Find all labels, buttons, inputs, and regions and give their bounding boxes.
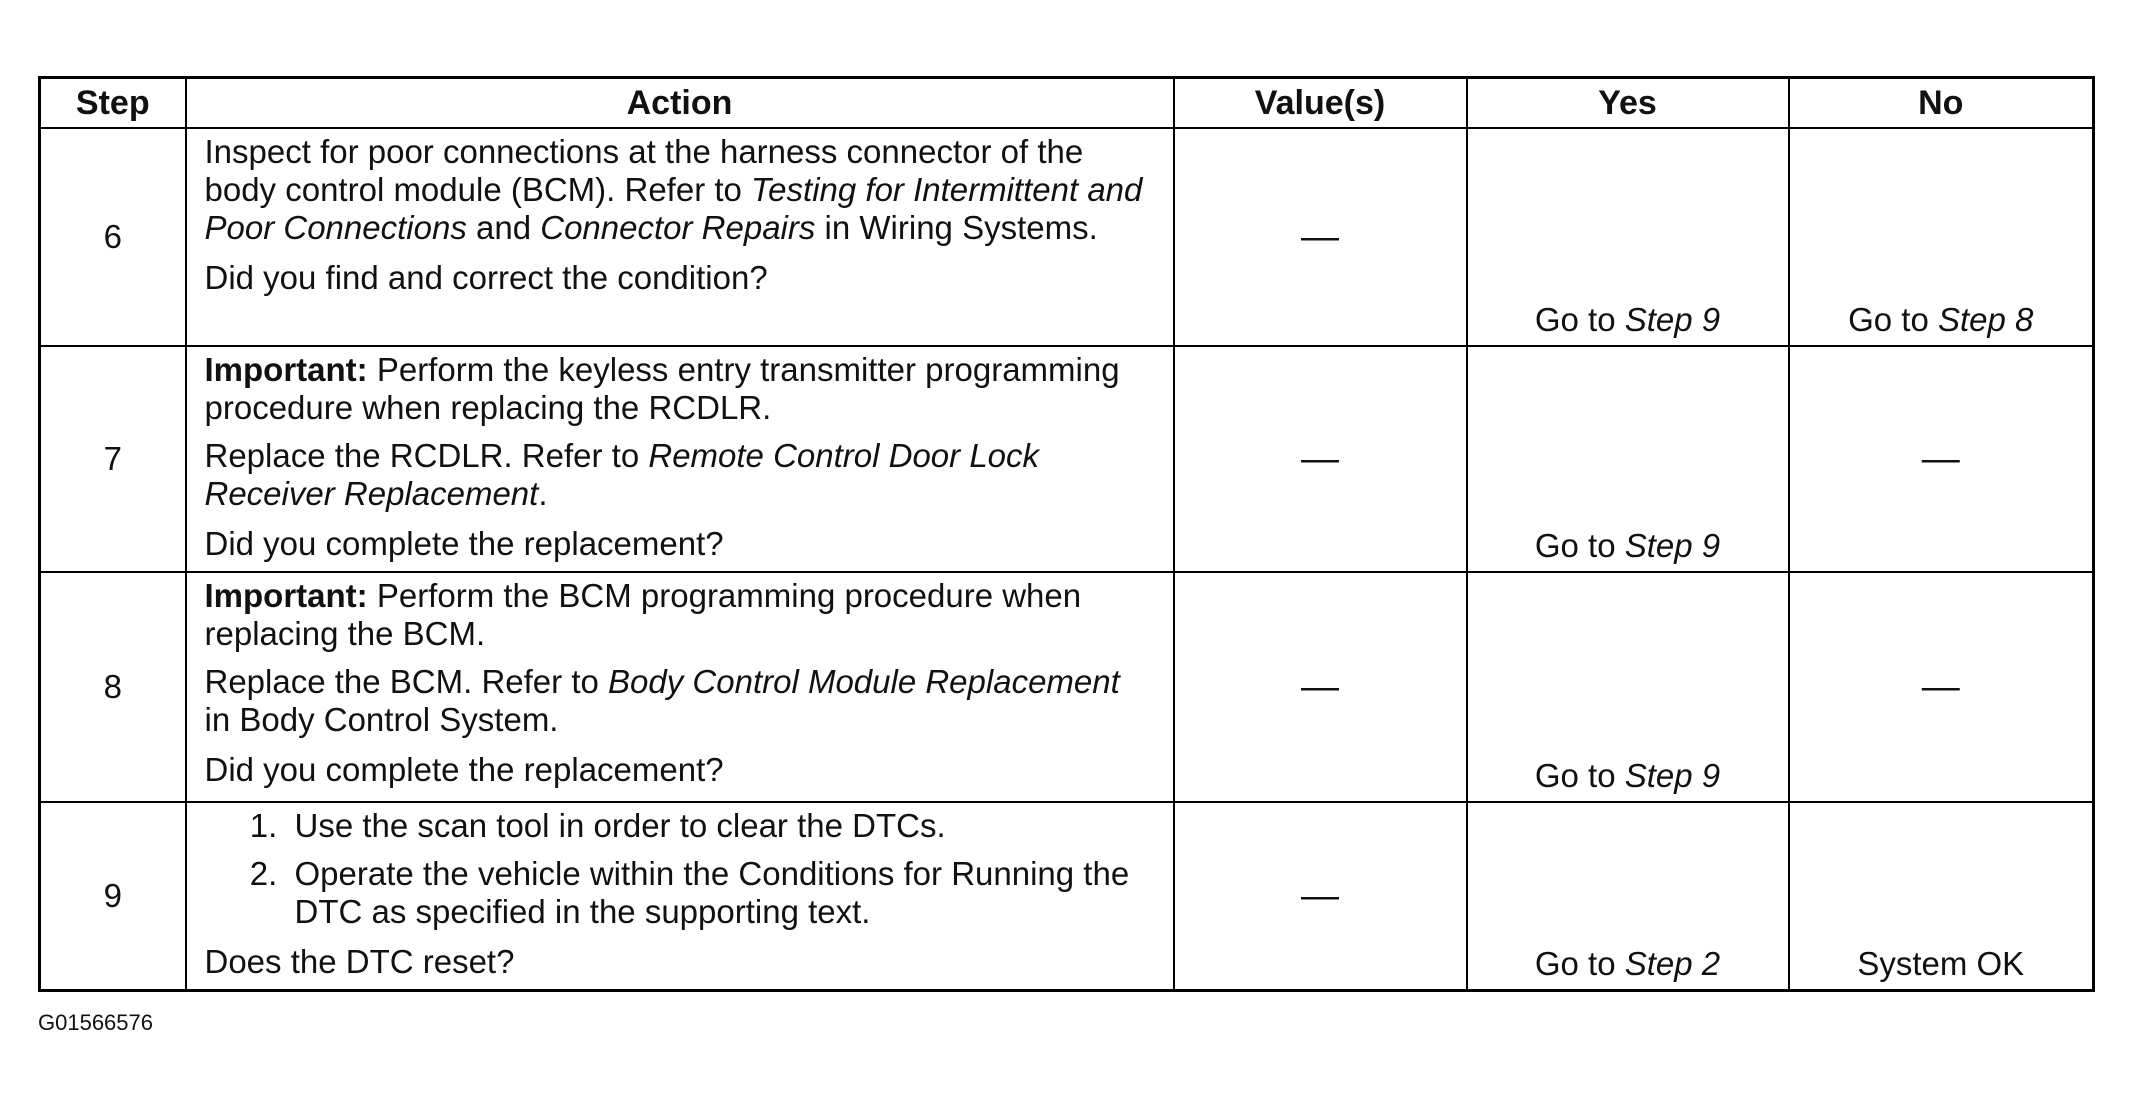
header-action: Action: [186, 78, 1174, 129]
table-row: [40, 128, 2094, 346]
yes-cell: [1467, 572, 1789, 802]
action-text: Replace the BCM. Refer to Body Control Module Replacement in Body Control System.: [204, 663, 1120, 738]
action-text: Inspect for poor connections at the harness connector of the body control module (BCM). Refer to Testing for Intermittent and Poor Connections and Connector Repairs in Wiring Systems.: [204, 133, 1143, 246]
action-cell: [186, 346, 1174, 572]
yes-link: Go to Step 9: [1534, 757, 1721, 794]
action-question: Did you find and correct the condition?: [204, 259, 768, 296]
value-cell: —: [1174, 128, 1467, 346]
no-result: System OK: [1857, 945, 2025, 982]
header-step: Step: [40, 78, 186, 129]
header-values: Value(s): [1174, 78, 1467, 129]
action-cell: [186, 572, 1174, 802]
action-steps-list: [205, 807, 1155, 931]
table-row: [40, 346, 2094, 572]
action-question: Did you complete the replacement?: [204, 525, 724, 562]
step-number: 7: [40, 346, 186, 572]
value-cell: —: [1174, 802, 1467, 991]
table-row: [40, 572, 2094, 802]
yes-cell: [1467, 802, 1789, 991]
step-number: 9: [40, 802, 186, 991]
step-number: 6: [40, 128, 186, 346]
header-no: No: [1789, 78, 2094, 129]
action-cell: [186, 802, 1174, 991]
no-cell: —: [1789, 572, 2094, 802]
table-header-row: [40, 78, 2094, 129]
value-cell: —: [1174, 346, 1467, 572]
step-number: 8: [40, 572, 186, 802]
no-cell: [1789, 128, 2094, 346]
important-note: Important: Perform the BCM programming procedure when replacing the BCM.: [204, 577, 1082, 652]
action-text: Replace the RCDLR. Refer to Remote Control Door Lock Receiver Replacement.: [204, 437, 1040, 512]
yes-cell: [1467, 128, 1789, 346]
yes-cell: [1467, 346, 1789, 572]
figure-id: G01566576: [38, 1010, 153, 1035]
action-question: Did you complete the replacement?: [204, 751, 724, 788]
list-item: 1. Use the scan tool in order to clear the DTCs.: [287, 807, 1155, 845]
header-yes: Yes: [1467, 78, 1789, 129]
list-item: 2. Operate the vehicle within the Conditions for Running the DTC as specified in the supporting text.: [287, 855, 1155, 931]
no-cell: —: [1789, 346, 2094, 572]
value-cell: —: [1174, 572, 1467, 802]
action-question: Does the DTC reset?: [204, 943, 515, 980]
no-cell: [1789, 802, 2094, 991]
table-row: [40, 802, 2094, 991]
diagnostic-table: [38, 76, 2095, 992]
yes-link: Go to Step 2: [1534, 945, 1721, 982]
yes-link: Go to Step 9: [1534, 301, 1721, 338]
important-note: Important: Perform the keyless entry transmitter programming procedure when replacing the RCDLR.: [204, 351, 1120, 426]
action-cell: [186, 128, 1174, 346]
yes-link: Go to Step 9: [1534, 527, 1721, 564]
no-link: Go to Step 8: [1848, 301, 2034, 338]
